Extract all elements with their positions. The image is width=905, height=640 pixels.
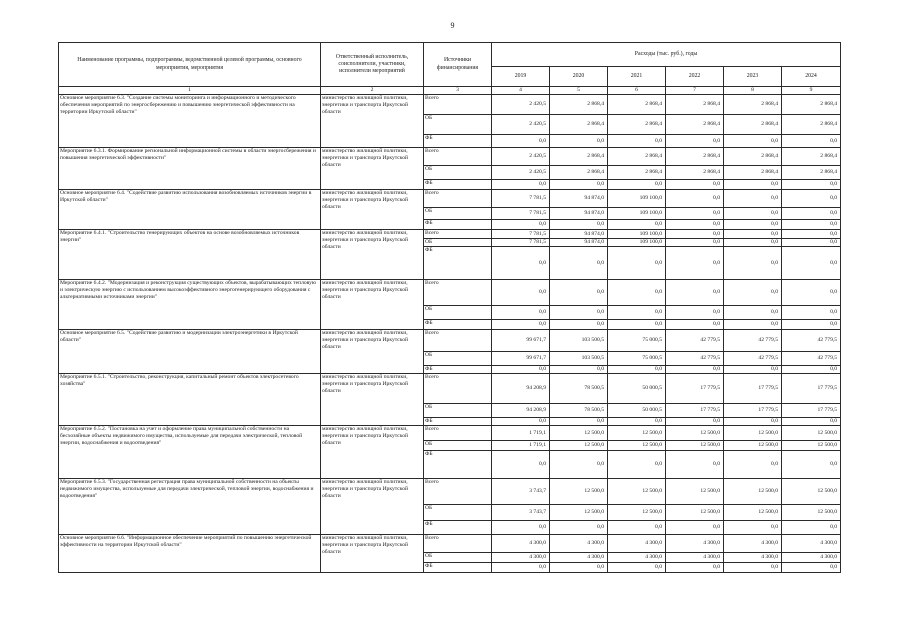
funding-source: Всего: [424, 95, 492, 115]
expense-value: 2 868,4: [782, 95, 841, 115]
activity-name: Основное мероприятие 6.6. "Информационное обеспечение мероприятий по повышению энергетической эффективности на территории Иркутской области": [59, 535, 321, 573]
expense-value: 0,0: [492, 135, 550, 148]
funding-source: ФБ: [424, 220, 492, 230]
funding-source: Всего: [424, 426, 492, 441]
expense-value: 1 719,1: [492, 441, 550, 451]
expense-value: 2 868,4: [666, 166, 724, 180]
expense-value: 12 500,0: [782, 426, 841, 441]
expense-value: 0,0: [782, 451, 841, 479]
header-year: 2019: [492, 67, 550, 87]
expense-value: 12 500,0: [724, 479, 782, 505]
header-source-col: Источники финансирования: [424, 43, 492, 87]
header-year: 2022: [666, 67, 724, 87]
funding-source: ОБ: [424, 239, 492, 247]
table-row: [59, 230, 841, 239]
expense-value: 0,0: [608, 418, 666, 426]
expense-value: 78 500,5: [550, 374, 608, 404]
expense-value: 0,0: [608, 135, 666, 148]
expense-value: 0,0: [666, 247, 724, 280]
expense-value: 0,0: [724, 320, 782, 330]
expense-value: 2 420,5: [492, 148, 550, 166]
expense-value: 0,0: [550, 366, 608, 374]
expense-value: 12 500,0: [666, 479, 724, 505]
funding-source: Всего: [424, 479, 492, 505]
expense-value: 17 779,5: [782, 404, 841, 418]
expense-value: 94 874,0: [550, 239, 608, 247]
expense-value: 4 300,0: [724, 553, 782, 563]
expense-value: 0,0: [724, 135, 782, 148]
expense-value: 0,0: [724, 247, 782, 280]
table-row: [59, 330, 841, 352]
expense-value: 42 779,5: [782, 330, 841, 352]
expense-value: 103 500,5: [550, 330, 608, 352]
expense-value: 0,0: [666, 306, 724, 320]
responsible-executor: министерство жилищной политики, энергетики и транспорта Иркутской области: [321, 95, 424, 148]
expense-value: 109 100,0: [608, 230, 666, 239]
expense-value: 0,0: [550, 220, 608, 230]
expense-value: 0,0: [666, 239, 724, 247]
funding-source: ОБ: [424, 166, 492, 180]
expense-value: 2 868,4: [608, 95, 666, 115]
expense-value: 7 781,5: [492, 230, 550, 239]
expense-value: 109 100,0: [608, 239, 666, 247]
expense-value: 0,0: [666, 135, 724, 148]
expense-value: 0,0: [608, 521, 666, 535]
expense-value: 2 868,4: [782, 148, 841, 166]
expense-value: 2 868,4: [550, 148, 608, 166]
expense-value: 0,0: [492, 180, 550, 190]
responsible-executor: министерство жилищной политики, энергетики и транспорта Иркутской области: [321, 330, 424, 374]
expense-value: 4 300,0: [492, 553, 550, 563]
expense-value: 4 300,0: [724, 535, 782, 553]
expense-value: 2 868,4: [724, 148, 782, 166]
responsible-executor: министерство жилищной политики, энергетики и транспорта Иркутской области: [321, 426, 424, 479]
funding-source: ОБ: [424, 441, 492, 451]
expense-value: 0,0: [724, 306, 782, 320]
expense-value: 0,0: [666, 451, 724, 479]
col-index: 4: [492, 87, 550, 95]
expense-value: 94 874,0: [550, 230, 608, 239]
expense-value: 0,0: [666, 366, 724, 374]
expense-value: 0,0: [666, 320, 724, 330]
table-row: [59, 280, 841, 306]
expense-value: 109 100,0: [608, 208, 666, 220]
expense-value: 2 868,4: [724, 166, 782, 180]
funding-source: ОБ: [424, 505, 492, 521]
funding-source: ФБ: [424, 180, 492, 190]
expense-value: 2 868,4: [782, 166, 841, 180]
activity-name: Мероприятие 6.4.2. "Модернизация и реконструкция существующих объектов, вырабатывающих тепловую и электрическую энергию с использованием высокоэффективного энергогенерирующего оборудования с альтернативными источниками энергии": [59, 280, 321, 330]
expense-value: 109 100,0: [608, 190, 666, 208]
expenses-table: [58, 42, 841, 573]
funding-source: ФБ: [424, 135, 492, 148]
expense-value: 12 500,0: [550, 441, 608, 451]
expense-value: 0,0: [782, 230, 841, 239]
funding-source: ОБ: [424, 306, 492, 320]
expense-value: 2 420,5: [492, 166, 550, 180]
expense-value: 0,0: [608, 306, 666, 320]
table-row: [59, 190, 841, 208]
header-executor-col: Ответственный исполнитель, соисполнители, участники, исполнители мероприятий: [321, 43, 424, 87]
funding-source: ФБ: [424, 320, 492, 330]
expense-value: 17 779,5: [782, 374, 841, 404]
expense-value: 50 000,5: [608, 374, 666, 404]
expense-value: 3 743,7: [492, 505, 550, 521]
expense-value: 42 779,5: [782, 352, 841, 366]
page-number: 9: [450, 21, 455, 30]
expense-value: 12 500,0: [550, 479, 608, 505]
expense-value: 12 500,0: [782, 441, 841, 451]
expense-value: 0,0: [724, 208, 782, 220]
column-index-row: [59, 87, 841, 95]
expense-value: 12 500,0: [724, 505, 782, 521]
activity-name: Основное мероприятие 6.3. "Создание системы мониторинга и информационного и методического обеспечения мероприятий по энергосбережению и повышению энергетической эффективности на территории Иркутской области": [59, 95, 321, 148]
responsible-executor: министерство жилищной политики, энергетики и транспорта Иркутской области: [321, 479, 424, 535]
expense-value: 2 868,4: [666, 115, 724, 135]
expense-value: 0,0: [492, 280, 550, 306]
funding-source: ФБ: [424, 521, 492, 535]
expense-value: 0,0: [550, 320, 608, 330]
expense-value: 0,0: [782, 190, 841, 208]
expense-value: 2 868,4: [550, 166, 608, 180]
expense-value: 42 779,5: [666, 352, 724, 366]
expense-value: 17 779,5: [666, 374, 724, 404]
expense-value: 0,0: [724, 230, 782, 239]
expense-value: 0,0: [724, 563, 782, 573]
expense-value: 0,0: [782, 180, 841, 190]
expense-value: 0,0: [492, 247, 550, 280]
funding-source: ФБ: [424, 418, 492, 426]
responsible-executor: министерство жилищной политики, энергетики и транспорта Иркутской области: [321, 190, 424, 230]
expense-value: 7 781,5: [492, 208, 550, 220]
funding-source: Всего: [424, 230, 492, 239]
table-row: [59, 479, 841, 505]
funding-source: Всего: [424, 535, 492, 553]
expense-value: 50 000,5: [608, 404, 666, 418]
expense-value: 0,0: [608, 180, 666, 190]
funding-source: ФБ: [424, 247, 492, 280]
expense-value: 0,0: [550, 418, 608, 426]
funding-source: ФБ: [424, 366, 492, 374]
expense-value: 0,0: [608, 220, 666, 230]
funding-source: Всего: [424, 280, 492, 306]
expense-value: 2 868,4: [666, 95, 724, 115]
expense-value: 0,0: [724, 418, 782, 426]
expense-value: 4 300,0: [782, 553, 841, 563]
expense-value: 12 500,0: [550, 426, 608, 441]
expense-value: 99 671,7: [492, 330, 550, 352]
expense-value: 0,0: [724, 451, 782, 479]
expense-value: 42 779,5: [724, 352, 782, 366]
expense-value: 0,0: [550, 521, 608, 535]
expense-value: 0,0: [724, 190, 782, 208]
col-index: 8: [724, 87, 782, 95]
col-index: 9: [782, 87, 841, 95]
col-index: 5: [550, 87, 608, 95]
table-row: [59, 95, 841, 115]
expense-value: 2 420,5: [492, 115, 550, 135]
expense-value: 17 779,5: [724, 404, 782, 418]
expense-value: 0,0: [550, 280, 608, 306]
table-header: [59, 43, 841, 95]
expense-value: 0,0: [724, 239, 782, 247]
activity-name: Мероприятие 6.5.3. "Государственная регистрация права муниципальной собственности на объекты недвижимого имущества, используемые для передачи электрической, тепловой энергии, водоснабжения и водоотведения": [59, 479, 321, 535]
responsible-executor: министерство жилищной политики, энергетики и транспорта Иркутской области: [321, 230, 424, 280]
expense-value: 0,0: [608, 563, 666, 573]
responsible-executor: министерство жилищной политики, энергетики и транспорта Иркутской области: [321, 374, 424, 426]
expense-value: 2 868,4: [550, 95, 608, 115]
funding-source: Всего: [424, 190, 492, 208]
table-body: [59, 95, 841, 573]
expense-value: 2 868,4: [608, 166, 666, 180]
expense-value: 75 000,5: [608, 330, 666, 352]
funding-source: ОБ: [424, 352, 492, 366]
expense-value: 2 868,4: [724, 95, 782, 115]
expense-value: 0,0: [550, 563, 608, 573]
expense-value: 0,0: [666, 220, 724, 230]
expense-value: 0,0: [550, 306, 608, 320]
expense-value: 0,0: [782, 563, 841, 573]
expense-value: 0,0: [492, 306, 550, 320]
expense-value: 4 300,0: [782, 535, 841, 553]
expense-value: 0,0: [724, 220, 782, 230]
header-expenses-col: Расходы (тыс. руб.), годы: [492, 43, 841, 67]
expense-value: 12 500,0: [782, 505, 841, 521]
expense-value: 12 500,0: [724, 441, 782, 451]
funding-source: ОБ: [424, 115, 492, 135]
table-row: [59, 148, 841, 166]
expense-value: 75 000,5: [608, 352, 666, 366]
expense-value: 0,0: [608, 366, 666, 374]
expense-value: 0,0: [550, 247, 608, 280]
expense-value: 0,0: [492, 220, 550, 230]
expense-value: 103 500,5: [550, 352, 608, 366]
funding-source: ФБ: [424, 563, 492, 573]
expense-value: 0,0: [608, 247, 666, 280]
expense-value: 99 671,7: [492, 352, 550, 366]
expense-value: 0,0: [666, 563, 724, 573]
expense-value: 0,0: [782, 366, 841, 374]
header-year: 2023: [724, 67, 782, 87]
expense-value: 12 500,0: [608, 426, 666, 441]
funding-source: ОБ: [424, 553, 492, 563]
expense-value: 12 500,0: [608, 505, 666, 521]
table-row: [59, 426, 841, 441]
expense-value: 4 300,0: [492, 535, 550, 553]
expense-value: 12 500,0: [608, 441, 666, 451]
expense-value: 0,0: [724, 280, 782, 306]
funding-source: ОБ: [424, 404, 492, 418]
expense-value: 0,0: [550, 135, 608, 148]
expense-value: 0,0: [666, 521, 724, 535]
expense-value: 94 874,0: [550, 190, 608, 208]
activity-name: Основное мероприятие 6.4. "Содействие развитию использования возобновляемых источников энергии в Иркутской области": [59, 190, 321, 230]
expense-value: 0,0: [492, 563, 550, 573]
expense-value: 4 300,0: [608, 553, 666, 563]
expense-value: 12 500,0: [666, 426, 724, 441]
col-index: 7: [666, 87, 724, 95]
expense-value: 4 300,0: [550, 553, 608, 563]
expense-value: 0,0: [666, 418, 724, 426]
expense-value: 0,0: [492, 320, 550, 330]
expense-value: 7 781,5: [492, 190, 550, 208]
expense-value: 12 500,0: [724, 426, 782, 441]
expense-value: 0,0: [782, 320, 841, 330]
expense-value: 0,0: [724, 521, 782, 535]
funding-source: ФБ: [424, 451, 492, 479]
expense-value: 0,0: [782, 418, 841, 426]
expense-value: 0,0: [782, 521, 841, 535]
expense-value: 4 300,0: [550, 535, 608, 553]
expense-value: 0,0: [492, 451, 550, 479]
header-year: 2020: [550, 67, 608, 87]
expense-value: 0,0: [724, 180, 782, 190]
expense-value: 0,0: [666, 280, 724, 306]
expense-value: 2 420,5: [492, 95, 550, 115]
header-year: 2021: [608, 67, 666, 87]
expense-value: 7 781,5: [492, 239, 550, 247]
col-index: 1: [59, 87, 321, 95]
activity-name: Основное мероприятие 6.5. "Содействие развитию и модернизации электроэнергетики в Иркутской области": [59, 330, 321, 374]
expense-value: 94 208,9: [492, 374, 550, 404]
expense-value: 94 208,9: [492, 404, 550, 418]
expense-value: 3 743,7: [492, 479, 550, 505]
expense-value: 0,0: [724, 366, 782, 374]
expense-value: 78 500,5: [550, 404, 608, 418]
expense-value: 2 868,4: [724, 115, 782, 135]
expense-value: 0,0: [666, 208, 724, 220]
expense-value: 0,0: [608, 451, 666, 479]
expense-value: 0,0: [782, 208, 841, 220]
expense-value: 2 868,4: [782, 115, 841, 135]
expense-value: 0,0: [492, 418, 550, 426]
expense-value: 0,0: [608, 280, 666, 306]
expense-value: 0,0: [782, 135, 841, 148]
expense-value: 0,0: [666, 180, 724, 190]
responsible-executor: министерство жилищной политики, энергетики и транспорта Иркутской области: [321, 148, 424, 190]
activity-name: Мероприятие 6.5.1. "Строительство, реконструкция, капитальный ремонт объектов электросетевого хозяйства": [59, 374, 321, 426]
expense-value: 0,0: [782, 239, 841, 247]
expense-value: 12 500,0: [782, 479, 841, 505]
expense-value: 4 300,0: [608, 535, 666, 553]
funding-source: ОБ: [424, 208, 492, 220]
table-row: [59, 535, 841, 553]
col-index: 2: [321, 87, 424, 95]
expense-value: 0,0: [608, 320, 666, 330]
expense-value: 1 719,1: [492, 426, 550, 441]
expense-value: 0,0: [550, 451, 608, 479]
header-year: 2024: [782, 67, 841, 87]
expense-value: 4 300,0: [666, 553, 724, 563]
expense-value: 17 779,5: [724, 374, 782, 404]
expense-value: 0,0: [782, 306, 841, 320]
expense-value: 0,0: [666, 230, 724, 239]
expense-value: 2 868,4: [608, 115, 666, 135]
col-index: 6: [608, 87, 666, 95]
activity-name: Мероприятие 6.3.1. Формирование региональной информационной системы в области энергосбережения и повышения энергетической эффективности": [59, 148, 321, 190]
funding-source: Всего: [424, 330, 492, 352]
expense-value: 2 868,4: [608, 148, 666, 166]
header-name-col: Наименование программы, подпрограммы, ведомственной целевой программы, основного мероприятия, мероприятия: [59, 43, 321, 87]
activity-name: Мероприятие 6.5.2. "Постановка на учет и оформление права муниципальной собственности на бесхозяйные объекты недвижимого имущества, используемые для передачи электрической, тепловой энергии, водоснабжения и водоотведения": [59, 426, 321, 479]
expense-value: 2 868,4: [666, 148, 724, 166]
expense-value: 0,0: [782, 280, 841, 306]
expense-value: 2 868,4: [550, 115, 608, 135]
funding-source: Всего: [424, 148, 492, 166]
funding-source: Всего: [424, 374, 492, 404]
expense-value: 0,0: [550, 180, 608, 190]
expense-value: 12 500,0: [550, 505, 608, 521]
expense-value: 94 874,0: [550, 208, 608, 220]
expense-value: 4 300,0: [666, 535, 724, 553]
activity-name: Мероприятие 6.4.1. "Строительство генерирующих объектов на основе возобновляемых источников энергии": [59, 230, 321, 280]
expense-value: 42 779,5: [724, 330, 782, 352]
expense-value: 0,0: [666, 190, 724, 208]
table-row: [59, 374, 841, 404]
responsible-executor: министерство жилищной политики, энергетики и транспорта Иркутской области: [321, 535, 424, 573]
expense-value: 12 500,0: [666, 441, 724, 451]
expense-value: 0,0: [492, 521, 550, 535]
expense-value: 0,0: [782, 247, 841, 280]
expense-value: 0,0: [782, 220, 841, 230]
expense-value: 12 500,0: [666, 505, 724, 521]
expense-value: 0,0: [492, 366, 550, 374]
expense-value: 17 779,5: [666, 404, 724, 418]
col-index: 3: [424, 87, 492, 95]
expense-value: 12 500,0: [608, 479, 666, 505]
responsible-executor: министерство жилищной политики, энергетики и транспорта Иркутской области: [321, 280, 424, 330]
expense-value: 42 779,5: [666, 330, 724, 352]
